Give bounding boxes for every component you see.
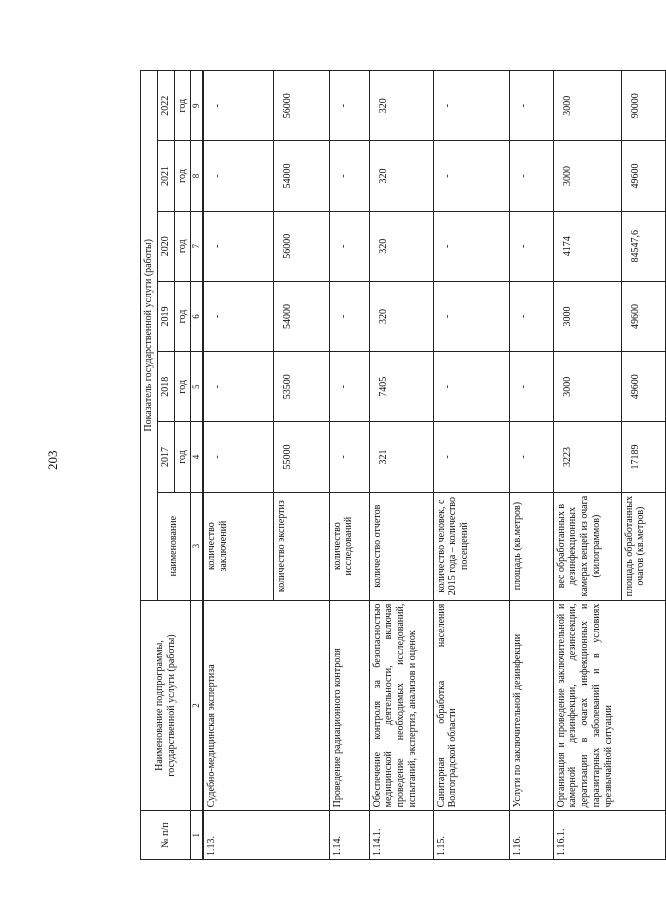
row-unit: количество исследований — [329, 492, 369, 600]
row-value: 55000 — [273, 422, 329, 492]
row-value: - — [203, 141, 273, 211]
row-value: 321 — [369, 422, 433, 492]
header-year: 2017 — [157, 422, 174, 492]
row-name: Организация и проведение заключительной и камерной дезинфекции, дезинсекции, дератизации в очагах инфекционных и паразитарных заболеваний и в условиях чрезвычайной ситуации — [553, 600, 665, 811]
services-table — [140, 70, 666, 860]
row-no: 1.16. — [509, 811, 553, 860]
row-value: - — [329, 422, 369, 492]
row-value: - — [509, 211, 553, 281]
row-value: 90000 — [621, 71, 665, 141]
table-row — [369, 71, 433, 860]
header-god: год — [174, 141, 191, 211]
row-unit: количество заключений — [203, 492, 273, 600]
row-value: - — [329, 352, 369, 422]
row-value: 3000 — [553, 352, 621, 422]
row-value: 4174 — [553, 211, 621, 281]
row-name: Обеспечение контроля за безопасностью медицинской деятельности, включая проведение необходимых исследований, испытаний, экспертиз, анализов и оценок — [369, 600, 433, 811]
header-indicator: Показатель государственной услуги (работы) — [141, 71, 158, 601]
row-value: - — [433, 141, 509, 211]
col-number: 1 — [191, 811, 203, 860]
row-value: 7405 — [369, 352, 433, 422]
row-no: 1.15. — [433, 811, 509, 860]
row-name: Судебно-медицинская экспертиза — [203, 600, 329, 811]
row-unit: количество экспертиз — [273, 492, 329, 600]
row-value: - — [203, 422, 273, 492]
row-value: - — [509, 281, 553, 351]
col-number: 3 — [191, 492, 203, 600]
page-number: 203 — [45, 450, 60, 470]
header-year: 2019 — [157, 281, 174, 351]
row-value: 17189 — [621, 422, 665, 492]
row-value: 3223 — [553, 422, 621, 492]
row-value: - — [433, 422, 509, 492]
col-number: 4 — [191, 422, 203, 492]
row-unit: площадь обработанных очагов (кв.метров) — [621, 492, 665, 600]
col-number: 8 — [191, 141, 203, 211]
row-value: - — [433, 71, 509, 141]
row-value: 3000 — [553, 71, 621, 141]
column-number-row — [191, 71, 203, 860]
col-number: 2 — [191, 600, 203, 811]
row-value: - — [509, 141, 553, 211]
row-no: 1.13. — [203, 811, 329, 860]
row-value: - — [509, 71, 553, 141]
row-value: - — [203, 281, 273, 351]
header-god: год — [174, 352, 191, 422]
header-god: год — [174, 422, 191, 492]
row-value: - — [509, 422, 553, 492]
row-value: 320 — [369, 141, 433, 211]
row-value: - — [433, 352, 509, 422]
row-name: Проведение радиационного контроля — [329, 600, 369, 811]
row-value: 56000 — [273, 211, 329, 281]
rotated-table-wrapper — [140, 70, 647, 860]
header-name: Наименование подпрограммы, государственной услуги (работы) — [141, 600, 191, 811]
header-year: 2021 — [157, 141, 174, 211]
table-row — [509, 71, 553, 860]
table-row — [203, 71, 273, 860]
row-value: 56000 — [273, 71, 329, 141]
row-no: 1.14.1. — [369, 811, 433, 860]
row-value: 320 — [369, 71, 433, 141]
header-year: 2018 — [157, 352, 174, 422]
col-number: 6 — [191, 281, 203, 351]
table-row — [329, 71, 369, 860]
row-unit: количество отчетов — [369, 492, 433, 600]
header-year: 2020 — [157, 211, 174, 281]
row-name: Услуги по заключительной дезинфекции — [509, 600, 553, 811]
row-value: 53500 — [273, 352, 329, 422]
col-number: 5 — [191, 352, 203, 422]
header-no: № п/п — [141, 811, 191, 860]
row-value: - — [329, 71, 369, 141]
row-value: - — [329, 141, 369, 211]
row-unit: площадь (кв.метров) — [509, 492, 553, 600]
row-value: 84547,6 — [621, 211, 665, 281]
row-value: 49600 — [621, 141, 665, 211]
row-value: 320 — [369, 211, 433, 281]
header-god: год — [174, 211, 191, 281]
header-god: год — [174, 71, 191, 141]
table-row — [553, 71, 621, 860]
col-number: 7 — [191, 211, 203, 281]
row-name: Санитарная обработка населения Волгоградской области — [433, 600, 509, 811]
row-value: 54000 — [273, 141, 329, 211]
col-number: 9 — [191, 71, 203, 141]
table-row — [433, 71, 509, 860]
row-value: 3000 — [553, 141, 621, 211]
row-value: - — [433, 281, 509, 351]
row-value: - — [203, 352, 273, 422]
row-value: - — [203, 71, 273, 141]
row-value: - — [329, 211, 369, 281]
row-no: 1.14. — [329, 811, 369, 860]
row-value: 3000 — [553, 281, 621, 351]
row-unit: количество человек, с 2015 года – количество посещений — [433, 492, 509, 600]
row-no: 1.16.1. — [553, 811, 665, 860]
row-value: - — [509, 352, 553, 422]
row-value: 320 — [369, 281, 433, 351]
row-value: - — [329, 281, 369, 351]
header-row-1 — [141, 71, 158, 860]
row-unit: вес обработанных в дезинфекционных камерах вещей из очага (килограммов) — [553, 492, 621, 600]
row-value: - — [433, 211, 509, 281]
header-year: 2022 — [157, 71, 174, 141]
row-value: 54000 — [273, 281, 329, 351]
header-naim: наименование — [157, 492, 191, 600]
header-god: год — [174, 281, 191, 351]
row-value: - — [203, 211, 273, 281]
row-value: 49600 — [621, 281, 665, 351]
row-value: 49600 — [621, 352, 665, 422]
